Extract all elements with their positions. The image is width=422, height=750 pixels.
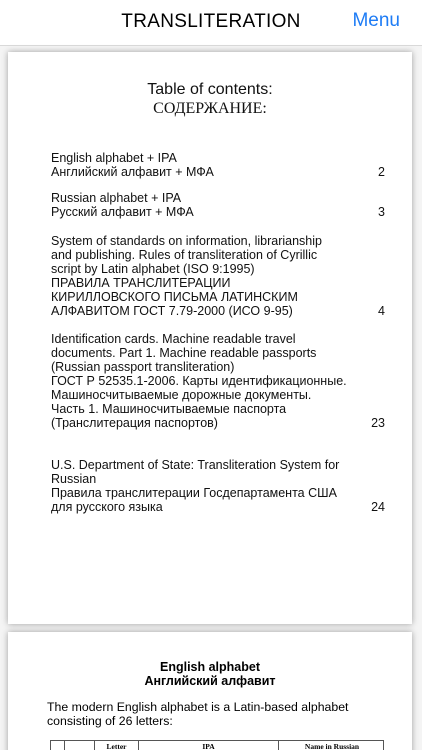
toc-entry-line: Часть 1. Машиносчитываемые паспорта [51, 402, 287, 416]
english-alphabet-intro: The modern English alphabet is a Latin-based alphabet consisting of 26 letters: [47, 700, 349, 728]
toc-entry-passport[interactable] [51, 332, 385, 430]
toc-entry-line: ПРАВИЛА ТРАНСЛИТЕРАЦИИ [51, 276, 231, 290]
english-alphabet-title: English alphabet [159, 660, 260, 674]
toc-title: Table of contents: [147, 81, 273, 98]
toc-entry-line: U.S. Department of State: Transliteration System for [51, 458, 340, 472]
alphabet-table [50, 740, 384, 750]
table-header-cell: Name in Russian [304, 742, 360, 750]
toc-entry-line: Russian [51, 472, 97, 486]
toc-heading [8, 80, 412, 118]
toc-entry-iso-9[interactable] [51, 234, 385, 318]
menu-button[interactable]: Menu [352, 10, 400, 31]
toc-entry-line: ГОСТ Р 52535.1-2006. Карты идентификационные. [51, 374, 347, 388]
english-alphabet-page [8, 632, 412, 750]
toc-page-number: 23 [371, 416, 385, 430]
toc-page-number: 3 [378, 205, 385, 219]
toc-entry-line: для русского языка [51, 500, 163, 514]
toc-entry-line: Машиносчитываемые дорожные документы. [51, 388, 312, 402]
toc-subtitle: СОДЕРЖАНИЕ: [153, 100, 267, 117]
table-header-cell [51, 741, 65, 750]
toc-page-number: 4 [378, 304, 385, 318]
toc-entry-line: English alphabet + IPA [51, 151, 177, 165]
table-header-cell: Letter [95, 741, 139, 750]
toc-entry-line: Identification cards. Machine readable travel [51, 332, 296, 346]
english-alphabet-subtitle: Английский алфавит [144, 674, 276, 688]
toc-entry-line: КИРИЛЛОВСКОГО ПИСЬМА ЛАТИНСКИМ [51, 290, 298, 304]
navigation-bar [0, 0, 422, 46]
nav-title: TRANSLITERATION [121, 11, 301, 32]
toc-entry-line: Правила транслитерации Госдепартамента США [51, 486, 337, 500]
toc-entry-line: and publishing. Rules of transliteration of Cyrillic [51, 248, 318, 262]
toc-page [8, 52, 412, 624]
toc-entry-line: (Russian passport transliteration) [51, 360, 235, 374]
toc-page-number: 2 [378, 165, 385, 179]
toc-entry-us-state[interactable] [51, 458, 385, 514]
toc-entry-english-alphabet[interactable] [51, 151, 385, 179]
toc-entry-line: (Транслитерация паспортов) [51, 416, 218, 430]
toc-entry-line: script by Latin alphabet (ISO 9:1995) [51, 262, 255, 276]
toc-entry-line: System of standards on information, librarianship [51, 234, 322, 248]
toc-entry-line: Русский алфавит + МФА [51, 205, 194, 219]
toc-page-number: 24 [371, 500, 385, 514]
table-header-cell [65, 741, 95, 750]
toc-entry-line: АЛФАВИТОМ ГОСТ 7.79-2000 (ИСО 9-95) [51, 304, 293, 318]
toc-entry-line: Russian alphabet + IPA [51, 191, 182, 205]
table-header-cell: IPA [139, 741, 279, 750]
english-alphabet-heading [8, 660, 412, 688]
toc-entry-line: documents. Part 1. Machine readable passports [51, 346, 317, 360]
toc-entry-russian-alphabet[interactable] [51, 191, 385, 219]
toc-entry-line: Английский алфавит + МФА [51, 165, 214, 179]
